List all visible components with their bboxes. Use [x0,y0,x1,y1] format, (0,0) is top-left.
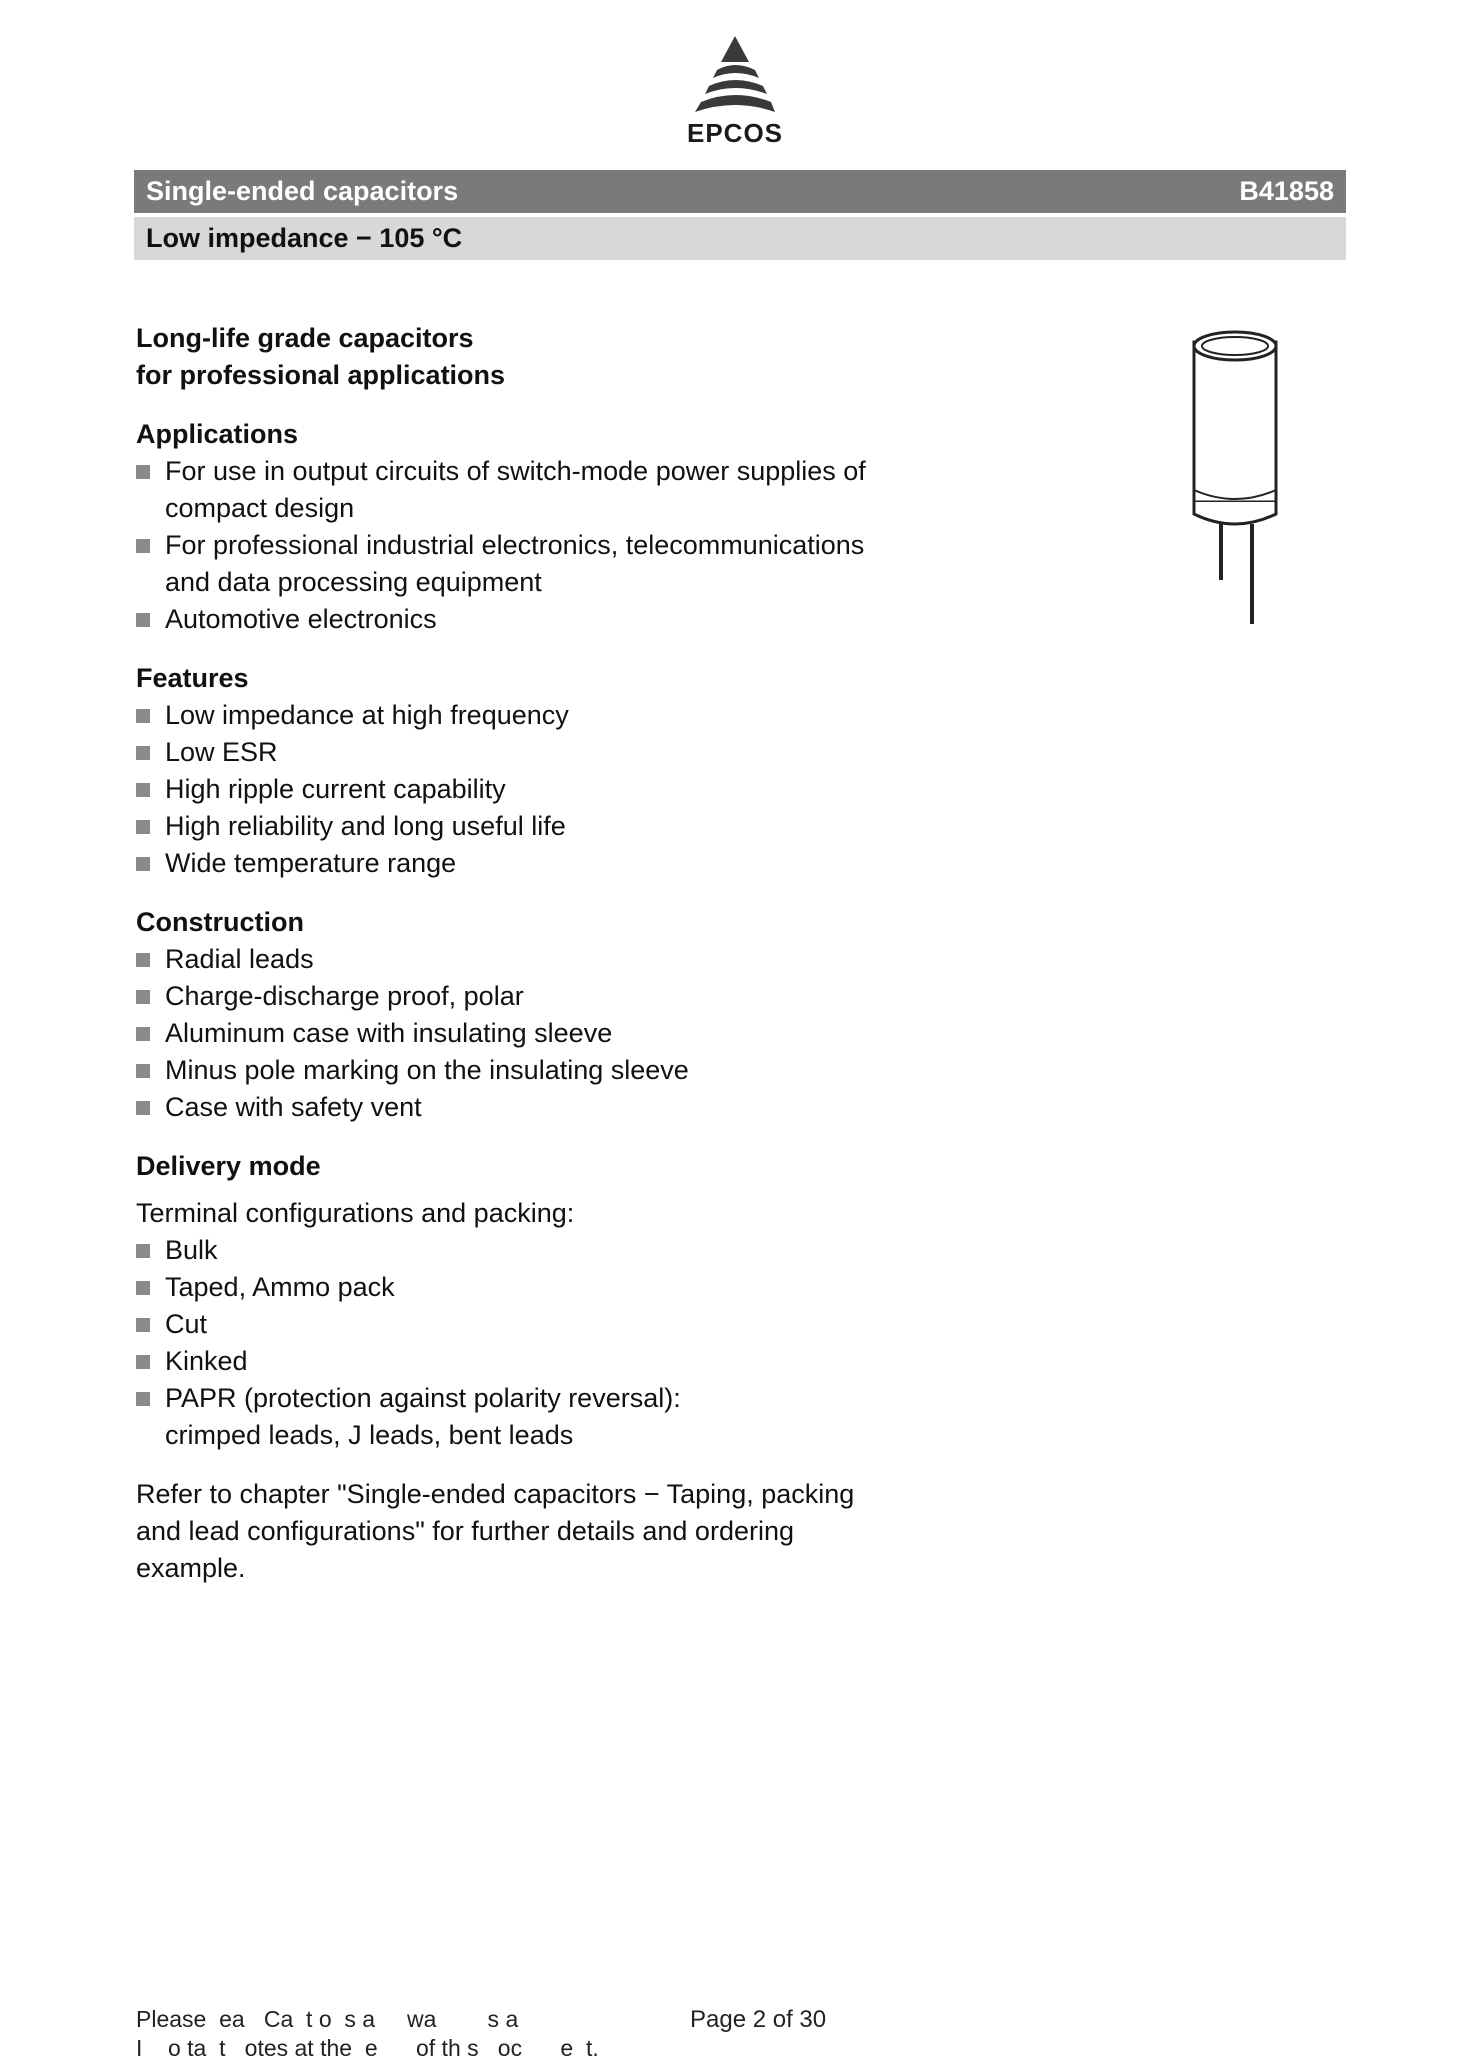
list-item-text: Kinked [165,1346,248,1376]
list-item [136,808,916,845]
construction-heading: Construction [136,907,304,937]
list-item [136,1089,916,1126]
list-item [136,1343,916,1380]
logo-wordmark: EPCOS [686,118,784,148]
refer-line: Refer to chapter "Single-ended capacitors − Taping, packing [136,1479,855,1509]
features-heading: Features [136,663,249,693]
square-bullet-icon [136,1244,150,1258]
square-bullet-icon [136,1355,150,1369]
list-item-text: compact design [165,493,355,523]
applications-heading: Applications [136,419,299,449]
list-item-text: Charge-discharge proof, polar [165,981,524,1011]
square-bullet-icon [136,1392,150,1406]
list-item-text: Minus pole marking on the insulating sleeve [165,1055,689,1085]
list-item [136,1306,916,1343]
list-item [136,1052,916,1089]
square-bullet-icon [136,539,150,553]
list-item-text: For use in output circuits of switch-mode power supplies of [165,456,866,486]
list-item-text: For professional industrial electronics, telecommunications [165,530,865,560]
refer-paragraph [136,1476,916,1587]
list-item [136,978,916,1015]
list-item [136,601,916,638]
list-item-text: PAPR (protection against polarity reversal): [165,1383,681,1413]
document-subtitle: Low impedance − 105 °C [146,223,463,253]
title-bar [134,170,1346,213]
capacitor-icon [1180,328,1290,638]
main-content [136,320,916,1587]
list-item-text: Automotive electronics [165,604,437,634]
intro-line: Long-life grade capacitors [136,323,474,353]
delivery-list [136,1232,916,1454]
footer-note-line: Please ea Ca t o s a wa s a [136,2006,519,2032]
list-item-text: Cut [165,1309,208,1339]
refer-line: example. [136,1553,246,1583]
delivery-heading: Delivery mode [136,1151,321,1181]
list-item [136,1232,916,1269]
square-bullet-icon [136,746,150,760]
list-item-text: Bulk [165,1235,218,1265]
list-item [136,1380,916,1454]
square-bullet-icon [136,613,150,627]
intro-line: for professional applications [136,360,506,390]
list-item-text: Radial leads [165,944,314,974]
list-item [136,845,916,882]
list-item [136,941,916,978]
refer-line: and lead configurations" for further details and ordering [136,1516,794,1546]
list-item [136,1015,916,1052]
list-item-text: Low ESR [165,737,278,767]
list-item-text: High ripple current capability [165,774,506,804]
subtitle-bar [134,217,1346,260]
list-item-text: Case with safety vent [165,1092,422,1122]
list-item [136,453,916,527]
list-item-text: crimped leads, J leads, bent leads [165,1420,574,1450]
features-list [136,697,916,882]
intro-heading [136,320,916,394]
construction-list [136,941,916,1126]
list-item-text: High reliability and long useful life [165,811,566,841]
footer-note [136,2005,599,2063]
epcos-logo [675,32,795,152]
square-bullet-icon [136,465,150,479]
epcos-logo-icon [675,32,795,118]
delivery-intro: Terminal configurations and packing: [136,1198,575,1228]
square-bullet-icon [136,857,150,871]
document-title: Single-ended capacitors [146,176,459,206]
product-code: B41858 [1239,176,1334,206]
page-number: Page 2 of 30 [690,2006,827,2033]
square-bullet-icon [136,1318,150,1332]
square-bullet-icon [136,820,150,834]
list-item [136,771,916,808]
square-bullet-icon [136,990,150,1004]
list-item [136,734,916,771]
list-item-text: Aluminum case with insulating sleeve [165,1018,613,1048]
list-item [136,1269,916,1306]
square-bullet-icon [136,709,150,723]
list-item-text: Wide temperature range [165,848,457,878]
square-bullet-icon [136,1027,150,1041]
list-item-text: and data processing equipment [165,567,542,597]
square-bullet-icon [136,953,150,967]
list-item [136,527,916,601]
list-item-text: Low impedance at high frequency [165,700,569,730]
footer-note-line: I o ta t otes at the e of th s oc e t. [136,2035,599,2061]
square-bullet-icon [136,783,150,797]
list-item-text: Taped, Ammo pack [165,1272,395,1302]
square-bullet-icon [136,1281,150,1295]
square-bullet-icon [136,1101,150,1115]
capacitor-illustration [1180,328,1290,638]
list-item [136,697,916,734]
square-bullet-icon [136,1064,150,1078]
applications-list [136,453,916,638]
